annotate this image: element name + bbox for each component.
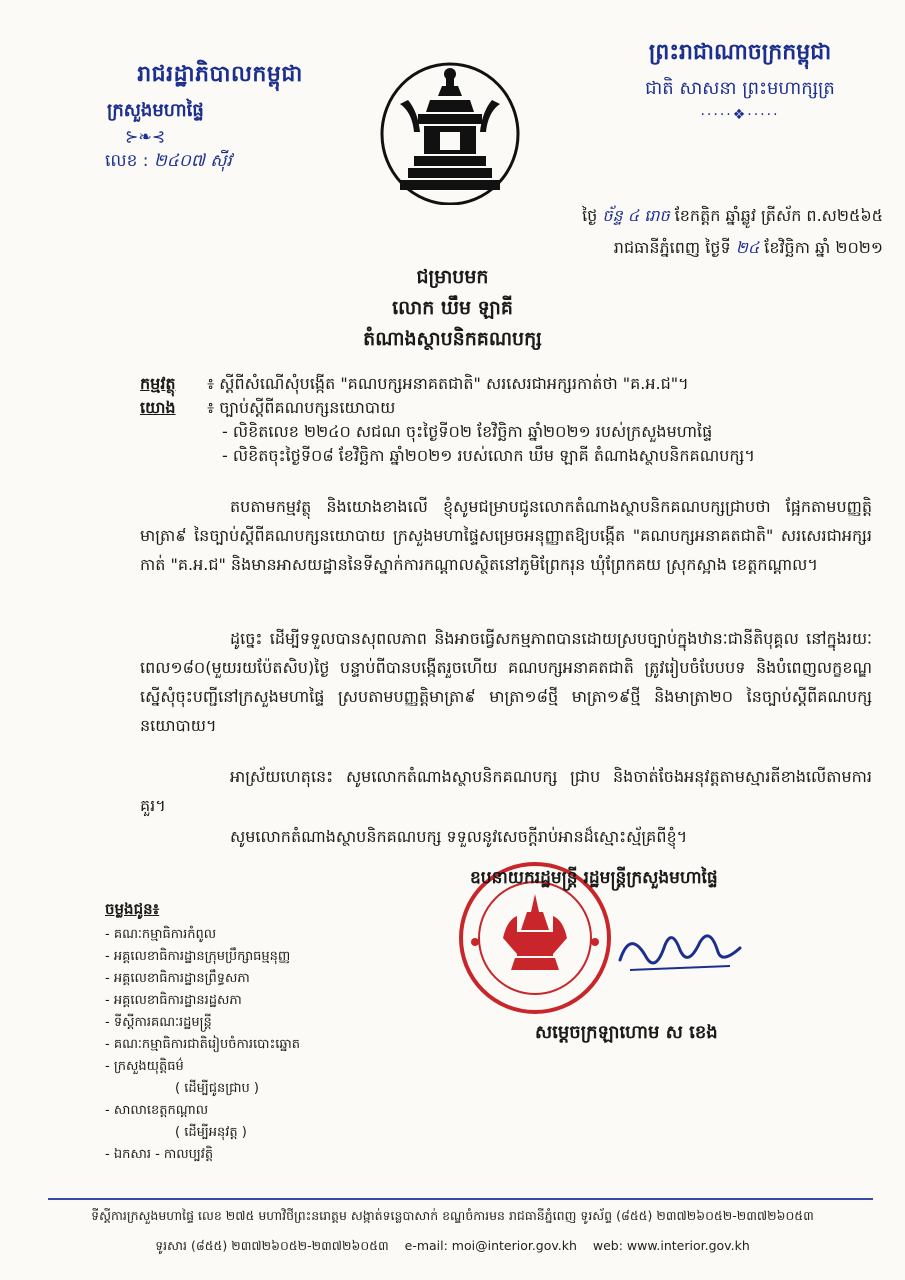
cc-item: - ឯកសារ - កាលប្បវត្តិ [105, 1147, 214, 1162]
addressee-salutation: ជម្រាបមក [416, 266, 489, 288]
cc-item: - ទីស្តីការគណៈរដ្ឋមន្ត្រី [105, 1015, 212, 1030]
ministry-line1: រាជរដ្ឋាភិបាលកម្ពុជា [137, 62, 303, 87]
reference-number [85, 150, 355, 175]
solar-date-handwritten: ២៤ [735, 238, 760, 257]
kingdom-ornament: ·····❖····· [700, 107, 780, 123]
kingdom-line1: ព្រះរាជាណាចក្រកម្ពុជា [648, 40, 832, 65]
cc-item: - ក្រសួងយុត្តិធម៌ [105, 1059, 184, 1074]
reference-item: - លិខិតលេខ ២២៤០ សជណ ចុះថ្ងៃទី០២ ខែវិច្ឆិកា ឆ្នាំ២០២១ របស់ក្រសួងមហាផ្ទៃ [222, 422, 713, 441]
addressee-block [0, 262, 905, 355]
reference-item: ៖ ច្បាប់ស្តីពីគណបក្សនយោបាយ [207, 398, 396, 417]
handwritten-signature [610, 920, 760, 980]
footer-divider [48, 1198, 873, 1200]
ref-value: ២៤០៧ ស៊ីវ [153, 151, 232, 171]
cc-note: ( ដើម្បីអនុវត្ត ) [175, 1125, 247, 1140]
footer-email[interactable]: e-mail: moi@interior.gov.kh [404, 1238, 577, 1253]
cc-label: ចម្លងជូន៖ [105, 900, 160, 918]
cc-item: - គណៈកម្មាធិការកំពូល [105, 927, 217, 942]
footer-address: ទីស្តីការក្រសួងមហាផ្ទៃ លេខ ២៧៥ មហាវិថីព្រះនរោត្តម សង្កាត់ទន្លេបាសាក់ ខណ្ឌចំការមន រាជធានីភ្នំពេញ ទូរស័ព្ទ (៨៥៥) ២៣៧២៦០៥២-២៣៧២៦០៥៣ [91, 1208, 814, 1223]
footer-contact [0, 1238, 905, 1257]
subject-block [140, 372, 860, 468]
cc-item: - គណៈកម្មាធិការជាតិរៀបចំការបោះឆ្នោត [105, 1037, 301, 1052]
royal-emblem-icon [378, 60, 523, 205]
ref-label: លេខ : [105, 151, 149, 171]
subject-text: ៖ ស្តីពីសំណើសុំបង្កើត "គណបក្សអនាគតជាតិ" សរសេរជាអក្សរកាត់ថា "គ.អ.ជ"។ [207, 374, 689, 393]
date-block [582, 200, 883, 264]
cc-item: - អគ្គលេខាធិការដ្ឋានរដ្ឋសភា [105, 993, 242, 1008]
lunar-date: ថ្ងៃ ច័ន្ទ ៤ រោច ខែកត្តិក ឆ្នាំឆ្លូវ ត្រីស័ក ព.ស២៥៦៥ [582, 206, 883, 225]
solar-date: រាជធានីភ្នំពេញ ថ្ងៃទី ២៤ ខែវិច្ឆិកា ឆ្នាំ ២០២១ [613, 238, 883, 257]
kingdom-motto: ជាតិ សាសនា ព្រះមហាក្សត្រ [645, 78, 835, 99]
addressee-name: លោក ឃឹម ឡាគី [392, 297, 513, 319]
cc-item: - អគ្គលេខាធិការដ្ឋានព្រឹទ្ធសភា [105, 971, 250, 986]
body-paragraph-2: ដូច្នេះ ដើម្បីទទួលបានសុពលភាព និងអាចធ្វើសកម្មភាពបានដោយស្របច្បាប់ក្នុងឋានៈជានីតិបុគ្គល នៅក្នុងរយៈពេល១៨០(មួយរយប៉ែតសិប)ថ្ងៃ បន្ទាប់ពីបានបង្កើតរួចហើយ គណបក្សអនាគតជាតិ ត្រូវរៀបចំបែបបទ និងបំពេញលក្ខខណ្ឌស្នើសុំចុះបញ្ជីនៅក្រសួងមហាផ្ទៃ ស្របតាមបញ្ញត្តិមាត្រា៩ មាត្រា១៨ថ្មី មាត្រា១៩ថ្មី និងមាត្រា២០ នៃច្បាប់ស្តីពីគណបក្សនយោបាយ។ [140, 629, 872, 735]
footer-web[interactable]: web: www.interior.gov.kh [592, 1238, 750, 1253]
body-paragraph-1: តបតាមកម្មវត្ថុ និងយោងខាងលើ ខ្ញុំសូមជម្រាបជូនលោកតំណាងស្ថាបនិកគណបក្សជ្រាបថា ផ្អែកតាមបញ្ញត្តិមាត្រា៩ នៃច្បាប់ស្តីពីគណបក្សនយោបាយ ក្រសួងមហាផ្ទៃសម្រេចអនុញ្ញាតឱ្យបង្កើត "គណបក្សអនាគតជាតិ" សរសេរជាអក្សរកាត់ "គ.អ.ជ" និងមានអាសយដ្ឋាននៃទីស្នាក់ការកណ្តាលស្ថិតនៅភូមិព្រែករុន ឃុំព្រែកគយ ស្រុកស្អាង ខេត្តកណ្តាល។ [140, 497, 872, 574]
cc-item: - សាលាខេត្តកណ្តាល [105, 1103, 209, 1118]
cc-item: - អគ្គលេខាធិការដ្ឋានក្រុមប្រឹក្សាធម្មនុញ្ញ [105, 949, 291, 964]
subject-line [140, 372, 860, 396]
body-paragraph-4: សូមលោកតំណាងស្ថាបនិកគណបក្ស ទទួលនូវសេចក្តីរាប់អានដ៏ស្មោះស្ម័គ្រពីខ្ញុំ។ [230, 827, 688, 846]
cc-block [105, 898, 300, 1166]
lunar-date-handwritten: ច័ន្ទ ៤ រោច [602, 206, 670, 225]
reference-item: - លិខិតចុះថ្ងៃទី០៨ ខែវិច្ឆិកា ឆ្នាំ២០២១ របស់លោក ឃឹម ឡាគី តំណាងស្ថាបនិកគណបក្ស។ [222, 446, 755, 465]
addressee-title: តំណាងស្ថាបនិកគណបក្ស [363, 328, 542, 350]
subject-label: កម្មវត្ថុ [140, 374, 176, 393]
ministry-header [85, 60, 355, 175]
reference-label: យោង [140, 398, 176, 417]
footer-fax: ទូរសារ (៨៥៥) ២៣៧២៦០៥២-២៣៧២៦០៥៣ [155, 1238, 389, 1253]
body-paragraph-3: អាស្រ័យហេតុនេះ សូមលោកតំណាងស្ថាបនិកគណបក្ស ជ្រាប និងចាត់ចែងអនុវត្តតាមស្មារតីខាងលើតាមការគួរ។ [140, 767, 872, 815]
ministry-line2: ក្រសួងមហាផ្ទៃ [107, 100, 204, 121]
signatory-name: សម្តេចក្រឡាហោម ស ខេង [535, 1022, 718, 1043]
signatory-title: ឧបនាយករដ្ឋមន្ត្រី រដ្ឋមន្ត្រីក្រសួងមហាផ្ទៃ [470, 868, 718, 888]
reference-line [140, 396, 860, 420]
ministry-ornament: ⊱❧⊰ [125, 127, 166, 146]
cc-note: ( ដើម្បីជូនជ្រាប ) [175, 1081, 259, 1096]
kingdom-header [600, 38, 880, 123]
